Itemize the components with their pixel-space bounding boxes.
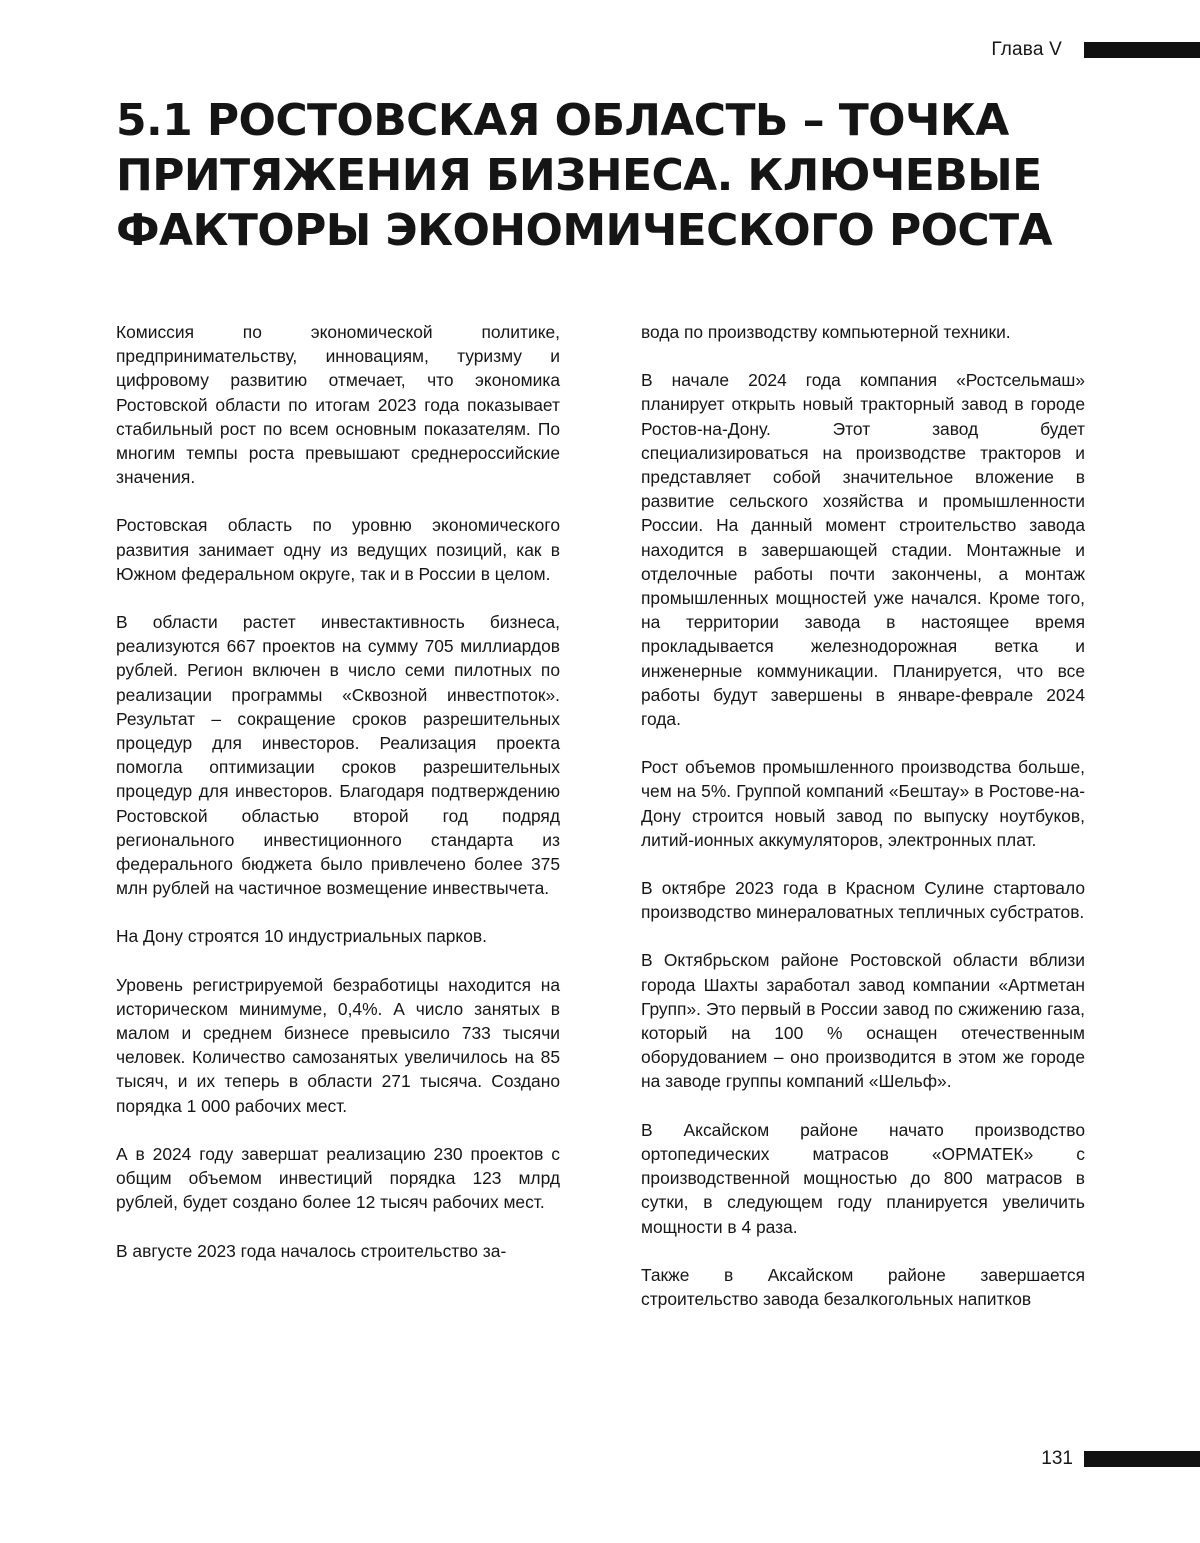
paragraph: Уровень регистрируемой безработицы находится на историческом минимуме, 0,4%. А число занятых в малом и среднем бизнесе превысило 733 тысячи человек. Количество самозанятых увеличилось на 85 тысяч, и их теперь в области 271 тысяча. Создано порядка 1 000 рабочих мест.	[116, 974, 560, 1116]
right-text-column	[641, 320, 1085, 1311]
title-line-1: 5.1 РОСТОВСКАЯ ОБЛАСТЬ – ТОЧКА	[116, 95, 1009, 146]
paragraph: А в 2024 году завершат реализацию 230 проектов с общим объемом инвестиций порядка 123 млрд рублей, будет создано более 12 тысяч рабочих мест.	[116, 1143, 560, 1213]
paragraph: В Аксайском районе начато производство ортопедических матрасов «ОРМАТЕК» с производственной мощностью до 800 матрасов в сутки, в следующем году планируется увеличить мощности в 4 раза.	[641, 1119, 1085, 1237]
paragraph: Ростовская область по уровню экономического развития занимает одну из ведущих позиций, как в Южном федеральном округе, так и в России в целом.	[116, 515, 560, 584]
paragraph: В области растет инвестактивность бизнеса, реализуются 667 проектов на сумму 705 миллиардов рублей. Регион включен в число семи пилотных по реализации программы «Сквозной инвестпоток». Результат – сокращение сроков разрешительных процедур для инвесторов. Реализация проекта помогла оптимизации сроков разрешительных процедур для инвесторов. Благодаря подтверждению Ростовской областью второй год подряд регионального инвестиционного стандарта из федерального бюджета было привлечено более 375 млн рублей на частичное возмещение инвествычета.	[116, 612, 560, 899]
chapter-marker-bar	[1084, 42, 1200, 58]
paragraph: Также в Аксайском районе завершается строительство завода безалкогольных напитков	[641, 1264, 1085, 1309]
page-marker-bar	[1084, 1451, 1200, 1467]
paragraph: В октябре 2023 года в Красном Сулине стартовало производство минераловатных тепличных субстратов.	[641, 878, 1085, 923]
paragraph: В Октябрьском районе Ростовской области вблизи города Шахты заработал завод компании «Артметан Групп». Это первый в России завод по сжижению газа, который на 100 % оснащен отечественным оборудованием – оно производится в этом же городе на заводе группы компаний «Шельф».	[641, 950, 1085, 1092]
left-text-column	[116, 320, 560, 1263]
title-line-3: ФАКТОРЫ ЭКОНОМИЧЕСКОГО РОСТА	[116, 205, 1052, 256]
page-title	[116, 93, 1116, 258]
paragraph: Комиссия по экономической политике, предпринимательству, инновациям, туризму и цифровому развитию отмечает, что экономика Ростовской области по итогам 2023 года показывает стабильный рост по всем основным показателям. По многим темпы роста превышают среднероссийские значения.	[116, 322, 560, 488]
paragraph: Рост объемов промышленного производства больше, чем на 5%. Группой компаний «Бештау» в Ростове-на-Дону строится новый завод по выпуску ноутбуков, литий-ионных аккумуляторов, электронных плат.	[641, 757, 1085, 850]
paragraph: В августе 2023 года началось строительство за-	[116, 1240, 507, 1261]
paragraph: В начале 2024 года компания «Ростсельмаш» планирует открыть новый тракторный завод в городе Ростов-на-Дону. Этот завод будет специализироваться на производстве тракторов и представляет собой значительное вложение в развитие сельского хозяйства и промышленности России. На данный момент строительство завода находится в завершающей стадии. Монтажные и отделочные работы почти закончены, а монтаж промышленных мощностей уже начался. Кроме того, на территории завода в настоящее время прокладывается железнодорожная ветка и инженерные коммуникации. Планируется, что все работы будут завершены в январе-феврале 2024 года.	[641, 370, 1085, 730]
title-line-2: ПРИТЯЖЕНИЯ БИЗНЕСА. КЛЮЧЕВЫЕ	[116, 150, 1042, 201]
chapter-label: Глава V	[991, 39, 1062, 60]
paragraph: вода по производству компьютерной техники.	[641, 322, 1011, 342]
page-number: 131	[1041, 1448, 1073, 1469]
paragraph: На Дону строятся 10 индустриальных парков.	[116, 926, 487, 947]
